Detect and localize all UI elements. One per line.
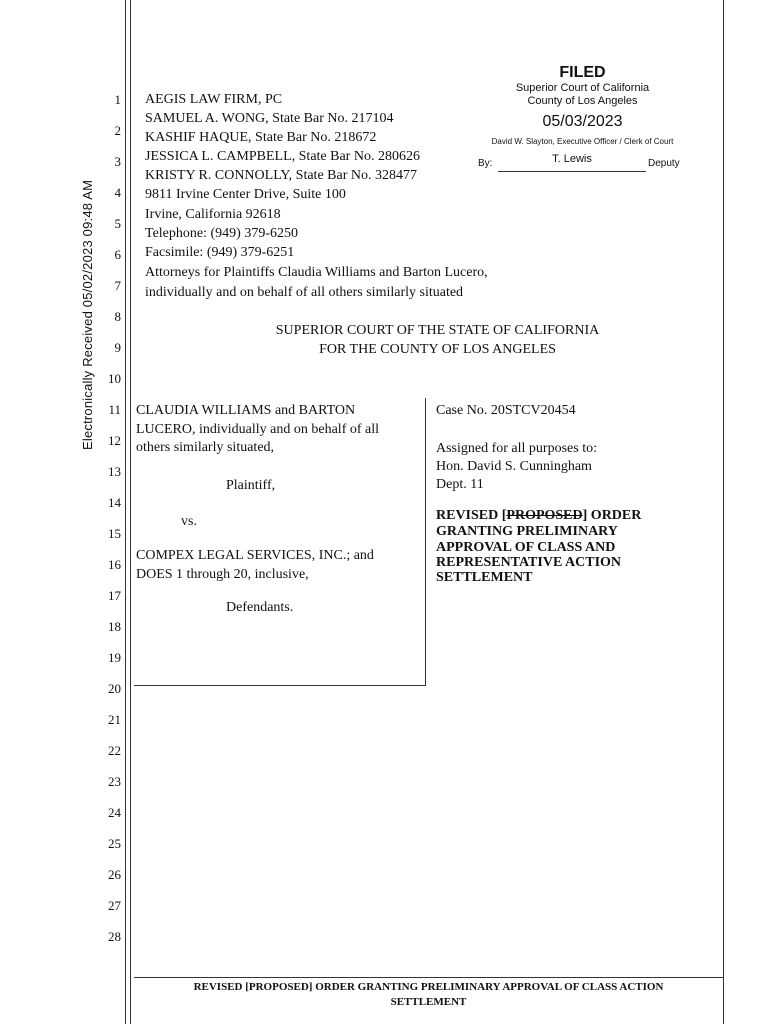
line-number: 18 [108, 619, 121, 634]
line-number: 9 [114, 340, 121, 355]
left-margin-rule [125, 0, 126, 1024]
line-number: 21 [108, 712, 121, 727]
line-number: 5 [114, 216, 121, 231]
attorney-line: KRISTY R. CONNOLLY, State Bar No. 328477 [145, 168, 417, 183]
title-struck-word: PROPOSED [506, 508, 583, 523]
right-margin-rule [723, 0, 724, 1024]
document-title-line [436, 507, 641, 524]
line-number: 1 [114, 92, 121, 107]
court-title: SUPERIOR COURT OF THE STATE OF CALIFORNIA [275, 323, 600, 338]
filed-signature-line [498, 171, 646, 172]
filed-county: County of Los Angeles [527, 95, 638, 107]
document-title-line: SETTLEMENT [436, 570, 533, 585]
line-number: 15 [108, 526, 121, 541]
footer-rule [134, 977, 723, 978]
title-post: ] ORDER [582, 508, 642, 523]
court-county: FOR THE COUNTY OF LOS ANGELES [319, 342, 556, 357]
left-margin-rule-inner [130, 0, 131, 1024]
attorney-line: KASHIF HAQUE, State Bar No. 218672 [145, 130, 377, 145]
versus-label: vs. [181, 514, 197, 529]
plaintiff-names: others similarly situated, [136, 440, 275, 455]
line-number: 24 [108, 805, 121, 820]
plaintiff-names: LUCERO, individually and on behalf of all [136, 422, 380, 437]
title-pre: REVISED [ [436, 508, 507, 523]
line-number: 6 [114, 247, 121, 262]
assignment-judge: Hon. David S. Cunningham [436, 459, 592, 474]
defendant-names: COMPEX LEGAL SERVICES, INC.; and [136, 548, 374, 563]
line-number: 28 [108, 929, 121, 944]
caption-divider [425, 398, 426, 685]
line-number: 10 [108, 371, 121, 386]
filed-officer: David W. Slayton, Executive Officer / Clerk of Court [491, 137, 674, 146]
filed-clerk: T. Lewis [552, 153, 592, 165]
line-number: 12 [108, 433, 121, 448]
document-title-line: GRANTING PRELIMINARY [436, 524, 618, 539]
line-number: 19 [108, 650, 121, 665]
line-number: 11 [108, 402, 121, 417]
defendant-label: Defendants. [226, 600, 294, 615]
line-number: 13 [108, 464, 121, 479]
caption-bottom-rule [134, 685, 426, 686]
line-number: 17 [108, 588, 121, 603]
line-number: 26 [108, 867, 121, 882]
line-number: 14 [108, 495, 121, 510]
document-title-line: REPRESENTATIVE ACTION [436, 555, 622, 570]
filed-date: 05/03/2023 [542, 113, 623, 130]
line-number: 16 [108, 557, 121, 572]
attorney-line: individually and on behalf of all others similarly situated [145, 285, 464, 300]
line-number: 7 [114, 278, 121, 293]
plaintiff-names: CLAUDIA WILLIAMS and BARTON [136, 403, 356, 418]
attorney-line: AEGIS LAW FIRM, PC [145, 92, 283, 107]
filed-deputy-label: Deputy [648, 158, 680, 169]
assignment-dept: Dept. 11 [436, 477, 484, 492]
attorney-line: Telephone: (949) 379-6250 [145, 226, 298, 241]
line-number: 3 [114, 154, 121, 169]
line-number: 27 [108, 898, 121, 913]
footer-title: SETTLEMENT [390, 996, 467, 1008]
document-title-line: APPROVAL OF CLASS AND [436, 540, 616, 555]
attorney-line: 9811 Irvine Center Drive, Suite 100 [145, 187, 346, 202]
attorney-line: JESSICA L. CAMPBELL, State Bar No. 280626 [145, 149, 420, 164]
attorney-line: SAMUEL A. WONG, State Bar No. 217104 [145, 111, 394, 126]
attorney-line: Facsimile: (949) 379-6251 [145, 245, 295, 260]
case-number: Case No. 20STCV20454 [436, 403, 576, 418]
line-number: 4 [114, 185, 121, 200]
attorney-line: Attorneys for Plaintiffs Claudia Williams and Barton Lucero, [145, 265, 488, 280]
defendant-names: DOES 1 through 20, inclusive, [136, 567, 309, 582]
attorney-line: Irvine, California 92618 [145, 207, 281, 222]
line-number: 25 [108, 836, 121, 851]
line-number: 8 [114, 309, 121, 324]
line-number: 2 [114, 123, 121, 138]
line-number: 20 [108, 681, 121, 696]
filed-title: FILED [559, 64, 606, 81]
footer-title: REVISED [PROPOSED] ORDER GRANTING PRELIMINARY APPROVAL OF CLASS ACTION [193, 981, 664, 993]
line-number: 22 [108, 743, 121, 758]
electronic-received-stamp: Electronically Received 05/02/2023 09:48 AM [80, 179, 95, 450]
assignment-line: Assigned for all purposes to: [436, 441, 597, 456]
filed-court: Superior Court of California [515, 82, 650, 94]
line-number: 23 [108, 774, 121, 789]
filed-by-label: By: [478, 158, 493, 169]
plaintiff-label: Plaintiff, [226, 478, 276, 493]
